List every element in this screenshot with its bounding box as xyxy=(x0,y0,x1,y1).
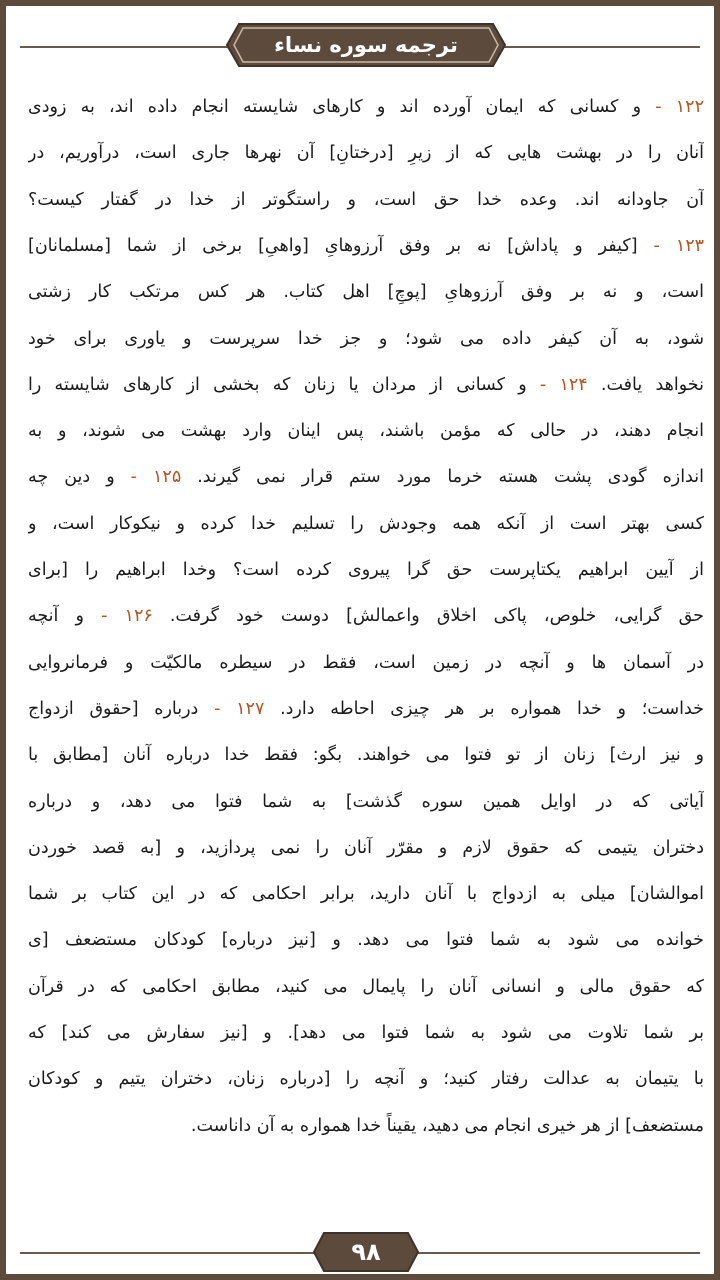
text-line xyxy=(28,1103,704,1149)
verse-number: ۱۲۶ - xyxy=(83,606,153,627)
text-line xyxy=(28,917,704,963)
verse-text: [کیفر و پاداش] نه بر وفق آرزوهایِ [واهیِ] برخی از شما [مسلمانان] xyxy=(28,235,638,256)
text-line xyxy=(28,501,704,547)
header-banner xyxy=(225,22,507,68)
verse-number: ۱۲۵ - xyxy=(114,467,182,488)
header-divider-right xyxy=(490,46,700,48)
text-line xyxy=(28,547,704,593)
page-title: ترجمه سوره نساء xyxy=(274,33,458,57)
text-line xyxy=(28,640,704,686)
text-line xyxy=(28,871,704,917)
verse-text: آیاتی که در اوایل همین سوره گذشت] به شما فتوا می دهد، و درباره xyxy=(28,791,704,812)
text-line xyxy=(28,686,704,732)
text-line xyxy=(28,825,704,871)
page-number: ۹۸ xyxy=(351,1238,381,1266)
verse-text: حق گرایی، خلوص، پاکی اخلاق واعمالش] دوست خود گرفت. xyxy=(152,606,704,627)
verse-text: مستضعف] از هر خیری انجام می دهید، یقیناً خدا همواره به آن داناست. xyxy=(190,1115,704,1136)
text-line xyxy=(28,269,704,315)
text-line xyxy=(28,177,704,223)
verse-text: و کسانی از مردان یا زنان که بخشی از کارهای شایسته را xyxy=(28,374,527,395)
text-line xyxy=(28,732,704,778)
verse-text: در آسمان ها و آنچه در زمین است، فقط در سیطره مالکیّت و فرمانروایی xyxy=(28,652,704,673)
verse-number: ۱۲۴ - xyxy=(526,374,588,395)
verse-text: درباره [حقوق ازدواج xyxy=(28,698,199,719)
verse-text: کسی بهتر است از آنکه همه وجودش را تسلیم خدا کرده و نیکوکار است، و xyxy=(28,513,704,534)
text-line xyxy=(28,779,704,825)
verse-text: اندازه گودی پشت هسته خرما مورد ستم قرار نمی گیرند. xyxy=(181,467,704,488)
text-line xyxy=(28,964,704,1010)
footer-divider-right xyxy=(400,1252,700,1254)
page-number-badge xyxy=(312,1231,420,1273)
text-line xyxy=(28,454,704,500)
footer-divider-left xyxy=(20,1252,320,1254)
verse-number: ۱۲۲ - xyxy=(641,97,704,117)
verse-text: آنان را در بهشت هایی که از زیرِ [درختانِ] آن نهرها جاری است، درآوریم، در xyxy=(28,143,704,164)
verse-text: بر شما تلاوت می شود به شما فتوا می دهد]. و [نیز سفارش می کند] که xyxy=(28,1023,704,1043)
verse-text: و نیز ارث] زنان از تو فتوا می خواهند. بگو: فقط خدا درباره آنان [مطابق با xyxy=(28,745,704,766)
text-line xyxy=(28,1056,704,1102)
text-line xyxy=(28,84,704,130)
verse-text: است، و نه بر وفق آرزوهایِ [پوچِ] اهل کتاب. هر کس مرتکب کار زشتی xyxy=(28,282,704,303)
text-line xyxy=(28,223,704,269)
verse-text: شود، به آن کیفر داده می شود؛ و جز خدا سرپرست و یاوری برای خود xyxy=(28,328,704,349)
text-line xyxy=(28,130,704,176)
verse-text: خوانده می شود به شما فتوا می دهد. و [نیز درباره] کودکان مستضعف [ی xyxy=(28,930,704,951)
text-line xyxy=(28,593,704,639)
text-line xyxy=(28,316,704,362)
verse-text: از آیین ابراهیم یکتاپرست حق گرا پیروی کرده است؟ وخدا ابراهیم را [برای xyxy=(28,560,704,580)
verse-text: و کسانی که ایمان آورده اند و کارهای شایسته انجام داده اند، به زودی xyxy=(28,97,642,117)
verse-text: اموالشان] میلی به ازدواج با آنان دارید، برابر احکامی که در این کتاب بر شما xyxy=(28,884,704,905)
verse-text: انجام دهند، در حالی که مؤمن باشند، پس اینان وارد بهشت می شوند، و به xyxy=(28,421,704,442)
header-divider-left xyxy=(20,46,230,48)
verse-number: ۱۲۷ - xyxy=(198,698,265,719)
verse-text: آن جاودانه اند. وعده خدا حق است، و راستگوتر از خدا در گفتار کیست؟ xyxy=(28,189,704,210)
verse-text: با یتیمان به عدالت رفتار کنید؛ و آنچه را [درباره زنان، دختران یتیم و کودکان xyxy=(28,1069,704,1090)
text-line xyxy=(28,362,704,408)
verse-text: نخواهد یافت. xyxy=(587,374,704,395)
verse-number: ۱۲۳ - xyxy=(637,235,704,256)
verse-text: و دین چه xyxy=(28,467,115,488)
verse-text: دختران یتیمی که حقوق لازم و مقرّر آنان را نمی پردازید، و [به قصد خوردن xyxy=(28,837,704,858)
verse-text: و آنچه xyxy=(28,606,84,627)
verse-text: خداست؛ و خدا همواره بر هر چیزی احاطه دارد. xyxy=(264,698,704,719)
text-line xyxy=(28,408,704,454)
verse-text: که حقوق مالی و انسانی آنان را پایمال می کنید، مطابق احکامی که در قرآن xyxy=(28,976,704,997)
text-line xyxy=(28,1010,704,1056)
